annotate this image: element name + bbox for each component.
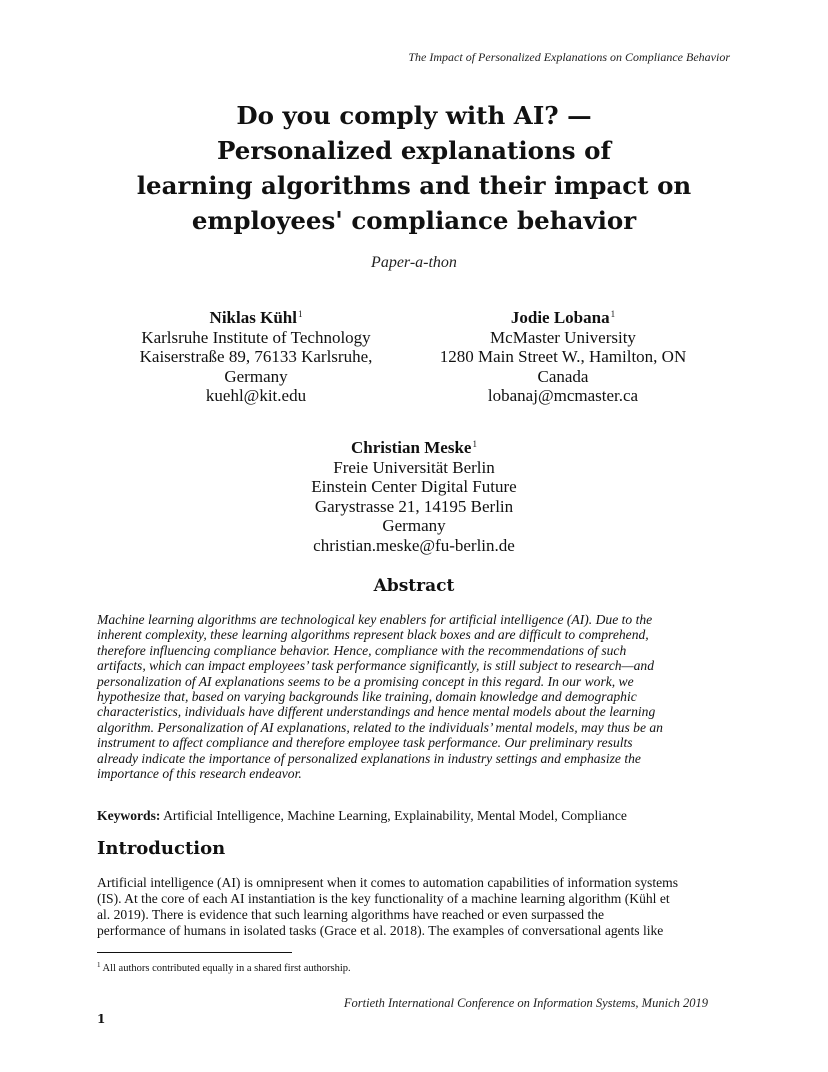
- introduction-heading: Introduction: [97, 838, 226, 859]
- author-footnote-mark: 1: [297, 309, 303, 319]
- title-line: Personalized explanations of: [216, 136, 612, 165]
- abstract-line: therefore influencing compliance behavior. Hence, compliance with the recommendations of such: [97, 642, 627, 658]
- abstract-line: inherent complexity, these learning algorithms represent black boxes and are difficult to comprehend,: [97, 627, 649, 643]
- author-department: Einstein Center Digital Future: [311, 477, 517, 496]
- author-country: Germany: [382, 516, 446, 535]
- abstract-heading: Abstract: [373, 576, 455, 596]
- abstract-line: instrument to affect compliance and therefore employee task performance. Our preliminary results: [97, 735, 633, 751]
- paper-type: Paper-a-thon: [371, 254, 457, 271]
- abstract-line: Machine learning algorithms are technological key enablers for artificial intelligence (AI). Due to the: [97, 612, 653, 627]
- abstract-line: algorithm. Personalization of AI explanations, related to the individuals’ mental models, may thus be an: [97, 719, 663, 735]
- author-email: kuehl@kit.edu: [205, 386, 307, 405]
- running-header: The Impact of Personalized Explanations on Compliance Behavior: [408, 50, 730, 64]
- body-line: (IS). At the core of each AI instantiation is the key functionality of a machine learning algorithm (Kühl et: [97, 891, 670, 906]
- author-email: christian.meske@fu-berlin.de: [313, 535, 515, 555]
- title-line: Do you comply with AI? —: [236, 101, 592, 130]
- author-block-kuehl: [130, 305, 382, 406]
- author-country: Canada: [537, 366, 589, 386]
- footnote: [97, 961, 351, 974]
- keywords-list: Artificial Intelligence, Machine Learning, Explainability, Mental Model, Compliance: [163, 808, 627, 823]
- author-block-lobana: [430, 305, 696, 406]
- abstract-line: artifacts, which can impact employees’ task performance significantly, is still subject to research—and: [97, 658, 655, 674]
- body-line: performance of humans in isolated tasks (Grace et al. 2018). The examples of conversational agents like: [97, 923, 664, 938]
- running-footer: Fortieth International Conference on Information Systems, Munich 2019: [343, 996, 708, 1010]
- body-line: al. 2019). There is evidence that such learning algorithms have reached or even surpassed the: [97, 907, 605, 922]
- author-name: Niklas Kühl: [209, 308, 297, 327]
- title-line: employees' compliance behavior: [191, 206, 637, 235]
- abstract-line: personalization of AI explanations seems to be a promising concept in this regard. In our work, we: [97, 673, 634, 689]
- abstract-text: [97, 612, 731, 781]
- abstract-line: importance of this research endeavor.: [97, 766, 302, 782]
- footnote-text: All authors contributed equally in a shared first authorship.: [102, 963, 351, 974]
- paper-title: [0, 98, 828, 238]
- author-affiliation: Freie Universität Berlin: [333, 457, 495, 477]
- introduction-text: [97, 875, 731, 939]
- author-email: lobanaj@mcmaster.ca: [487, 386, 639, 405]
- abstract-line: already indicate the importance of personalized explanations in industry settings and emphasize the: [97, 750, 641, 766]
- author-name: Jodie Lobana: [510, 308, 610, 327]
- author-address: Kaiserstraße 89, 76133 Karlsruhe,: [139, 347, 373, 366]
- author-footnote-mark: 1: [472, 439, 477, 449]
- author-address: Garystrasse 21, 14195 Berlin: [314, 496, 514, 516]
- body-line: Artificial intelligence (AI) is omnipresent when it comes to automation capabilities of information systems: [97, 875, 678, 890]
- author-country: Germany: [224, 366, 288, 386]
- author-address: 1280 Main Street W., Hamilton, ON: [439, 347, 687, 366]
- author-affiliation: McMaster University: [490, 327, 636, 347]
- author-name: Christian Meske: [351, 438, 472, 457]
- footnote-mark: 1: [97, 961, 101, 969]
- abstract-line: hypothesize that, based on varying backgrounds like training, domain knowledge and demographic: [97, 689, 637, 705]
- author-footnote-mark: 1: [610, 309, 616, 319]
- keywords-label: Keywords:: [97, 808, 161, 823]
- abstract-line: characteristics, individuals have different understandings and hence mental models about the learning: [97, 704, 656, 720]
- keywords: [97, 808, 731, 824]
- title-line: learning algorithms and their impact on: [136, 171, 692, 200]
- footnote-divider: [97, 952, 292, 953]
- author-affiliation: Karlsruhe Institute of Technology: [141, 327, 371, 347]
- page-number: 1: [97, 1012, 106, 1026]
- author-block-meske: [262, 435, 566, 555]
